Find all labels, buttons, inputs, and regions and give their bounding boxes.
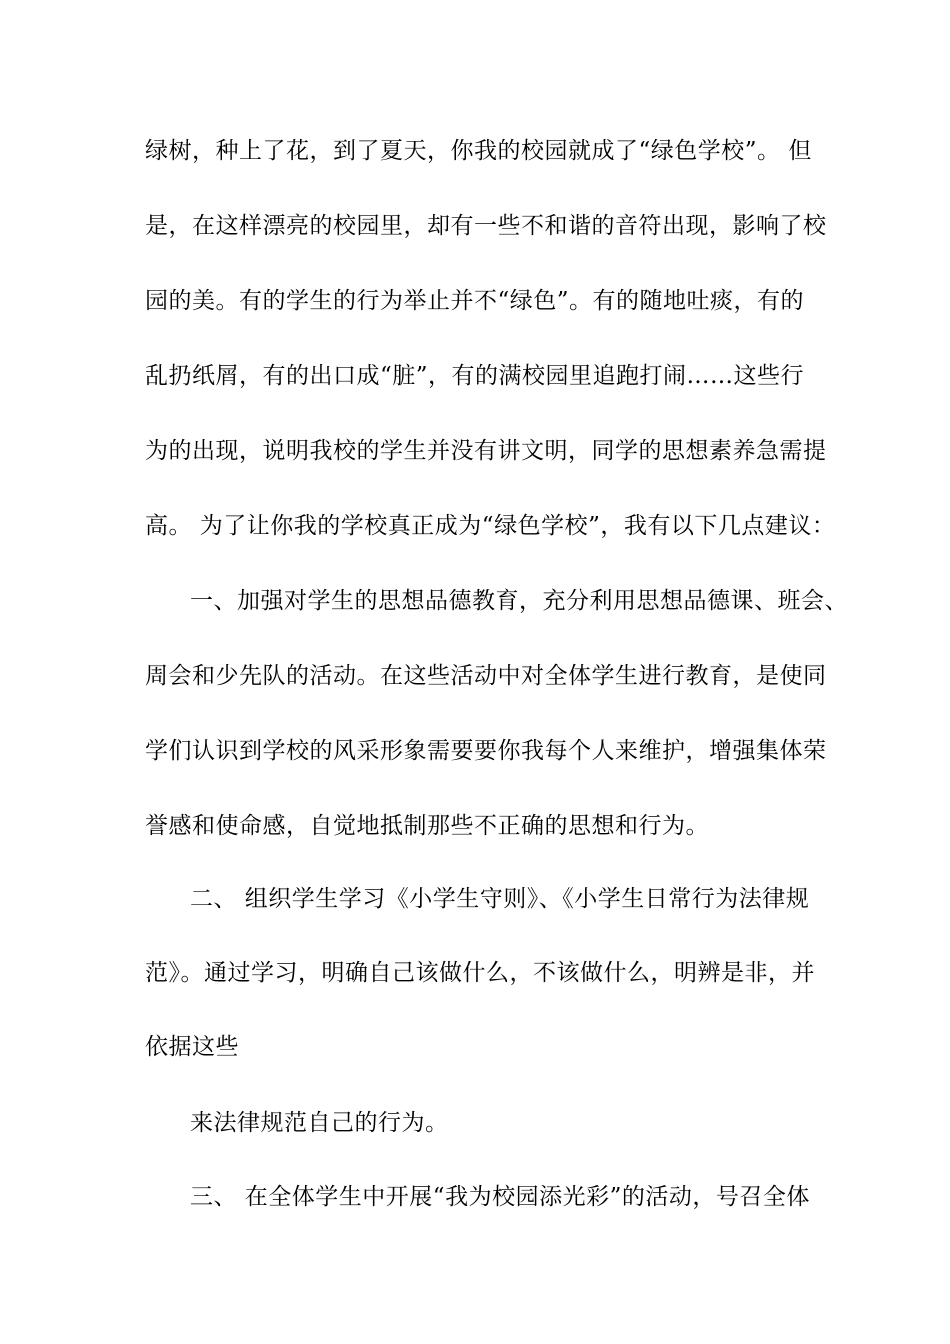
text-line: 学们认识到学校的风采形象需要要你我每个人来维护，增强集体荣: [145, 738, 827, 764]
text-line: 誉感和使命感，自觉地抵制那些不正确的思想和行为。: [145, 813, 709, 839]
text-line: 园的美。有的学生的行为举止并不“绿色”。有的随地吐痰，有的: [145, 288, 805, 314]
text-line: 周会和少先队的活动。在这些活动中对全体学生进行教育，是使同: [145, 663, 827, 689]
text-line: 二、 组织学生学习《小学生守则》、《小学生日常行为法律规: [190, 886, 810, 912]
text-line: 三、 在全体学生中开展“我为校园添光彩”的活动，号召全体: [190, 1184, 810, 1210]
text-line: 来法律规范自己的行为。: [190, 1110, 449, 1136]
text-line: 高。 为了让你我的学校真正成为“绿色学校”，我有以下几点建议：: [145, 513, 836, 539]
text-line: 绿树，种上了花，到了夏天，你我的校园就成了“绿色学校”。 但: [145, 138, 812, 164]
text-line: 依据这些: [145, 1034, 239, 1060]
text-line: 乱扔纸屑，有的出口成“脏”，有的满校园里追跑打闹……这些行: [145, 363, 805, 389]
text-line: 为的出现，说明我校的学生并没有讲文明，同学的思想素养急需提: [145, 438, 827, 464]
text-line: 范》。通过学习，明确自己该做什么，不该做什么，明辨是非，并: [145, 960, 815, 986]
text-line: 是，在这样漂亮的校园里，却有一些不和谐的音符出现，影响了校: [145, 213, 827, 239]
text-line: 一、加强对学生的思想品德教育，充分利用思想品德课、班会、: [190, 588, 848, 614]
